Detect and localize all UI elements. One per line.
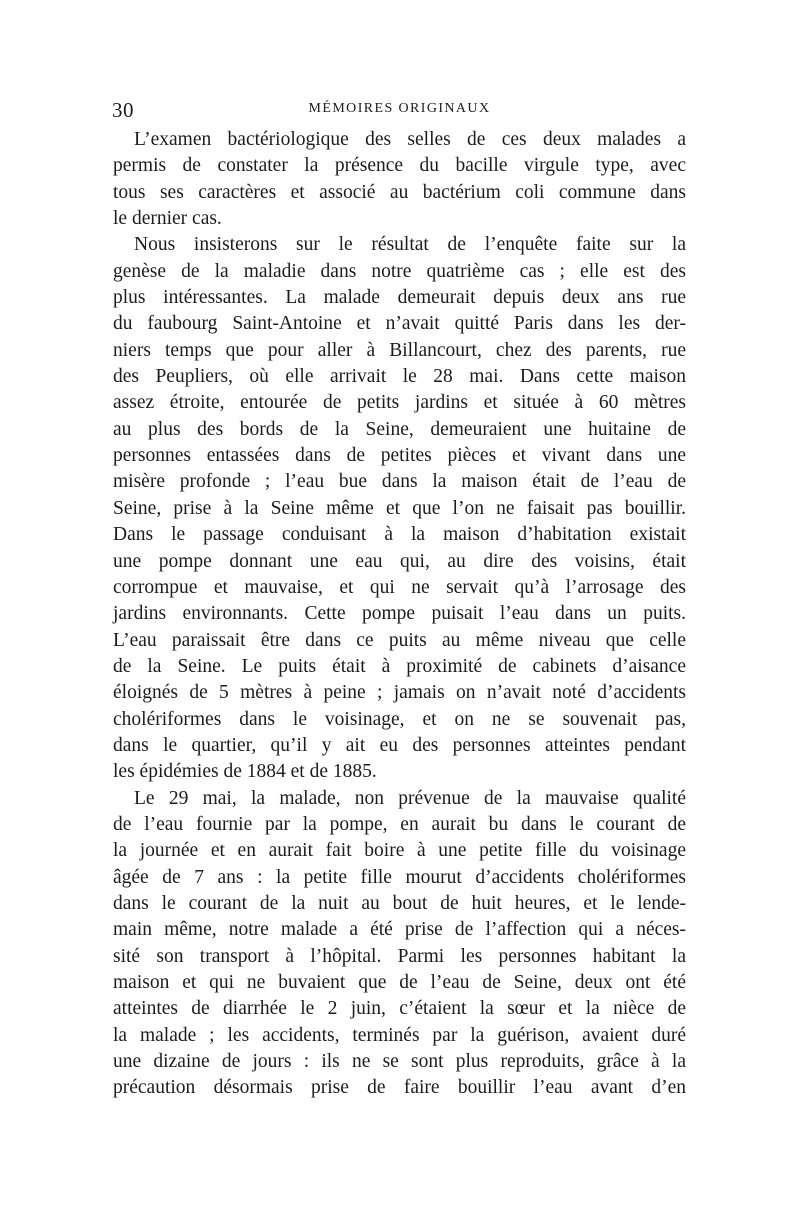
text-line: précaution désormais prise de faire bouillir l’eau avant d’en [113,1077,686,1099]
text-line: Dans le passage conduisant à la maison d’habitation existait [113,524,686,546]
running-title: MÉMOIRES ORIGINAUX [308,101,491,116]
text-line: misère profonde ; l’eau bue dans la maison était de l’eau de [113,471,686,493]
text-line: du faubourg Saint-Antoine et n’avait quitté Paris dans les der- [113,313,686,335]
text-line: de la Seine. Le puits était à proximité de cabinets d’aisance [113,655,686,677]
text-line: atteintes de diarrhée le 2 juin, c’étaient la sœur et la nièce de [113,998,686,1020]
text-line: de l’eau fournie par la pompe, en aurait bu dans le courant de [113,813,686,835]
text-line: niers temps que pour aller à Billancourt, chez des parents, rue [113,339,686,361]
text-line: des Peupliers, où elle arrivait le 28 mai. Dans cette maison [113,366,686,388]
text-line: Le 29 mai, la malade, non prévenue de la mauvaise qualité [134,787,686,809]
text-line: éloignés de 5 mètres à peine ; jamais on n’avait noté d’accidents [113,682,686,704]
text-line: jardins environnants. Cette pompe puisait l’eau dans un puits. [113,603,686,625]
text-line: personnes entassées dans de petites pièces et vivant dans une [113,445,686,467]
text-line: au plus des bords de la Seine, demeuraient une huitaine de [113,418,686,440]
text-line: corrompue et mauvaise, et qui ne servait qu’à l’arrosage des [113,576,686,598]
text-line: L’eau paraissait être dans ce puits au même niveau que celle [113,629,686,651]
text-line: tous ses caractères et associé au bactérium coli commune dans [113,181,686,203]
text-line: sité son transport à l’hôpital. Parmi les personnes habitant la [113,945,686,967]
text-line: une pompe donnant une eau qui, au dire des voisins, était [113,550,686,572]
text-line: L’examen bactériologique des selles de ces deux malades a [134,129,686,150]
text-line: assez étroite, entourée de petits jardins et située à 60 mètres [113,392,686,414]
text-line: les épidémies de 1884 et de 1885. [113,761,377,783]
running-head [112,98,687,124]
text-line: plus intéressantes. La malade demeurait depuis deux ans rue [113,287,686,309]
text-line: dans le courant de la nuit au bout de huit heures, et le lende- [113,892,686,914]
text-line: la journée et en aurait fait boire à une petite fille du voisinage [113,840,686,862]
text-line: Nous insisterons sur le résultat de l’enquête faite sur la [134,234,686,256]
text-line: maison et qui ne buvaient que de l’eau de Seine, deux ont été [113,972,686,993]
text-line: Seine, prise à la Seine même et que l’on ne faisait pas bouillir. [113,497,686,519]
text-line: une dizaine de jours : ils ne se sont plus reproduits, grâce à la [113,1051,686,1073]
text-line: genèse de la maladie dans notre quatrième cas ; elle est des [113,260,686,282]
page-number: 30 [112,98,134,122]
text-line: main même, notre malade a été prise de l’affection qui a néces- [113,919,686,941]
text-line: permis de constater la présence du bacille virgule type, avec [113,155,686,177]
text-line: cholériformes dans le voisinage, et on ne se souvenait pas, [113,708,686,730]
text-line: dans le quartier, qu’il y ait eu des personnes atteintes pendant [113,734,686,756]
body-text [113,127,686,1102]
text-line: âgée de 7 ans : la petite fille mourut d’accidents cholériformes [113,866,686,888]
text-line: le dernier cas. [113,208,222,230]
text-line: la malade ; les accidents, terminés par la guérison, avaient duré [113,1024,686,1046]
